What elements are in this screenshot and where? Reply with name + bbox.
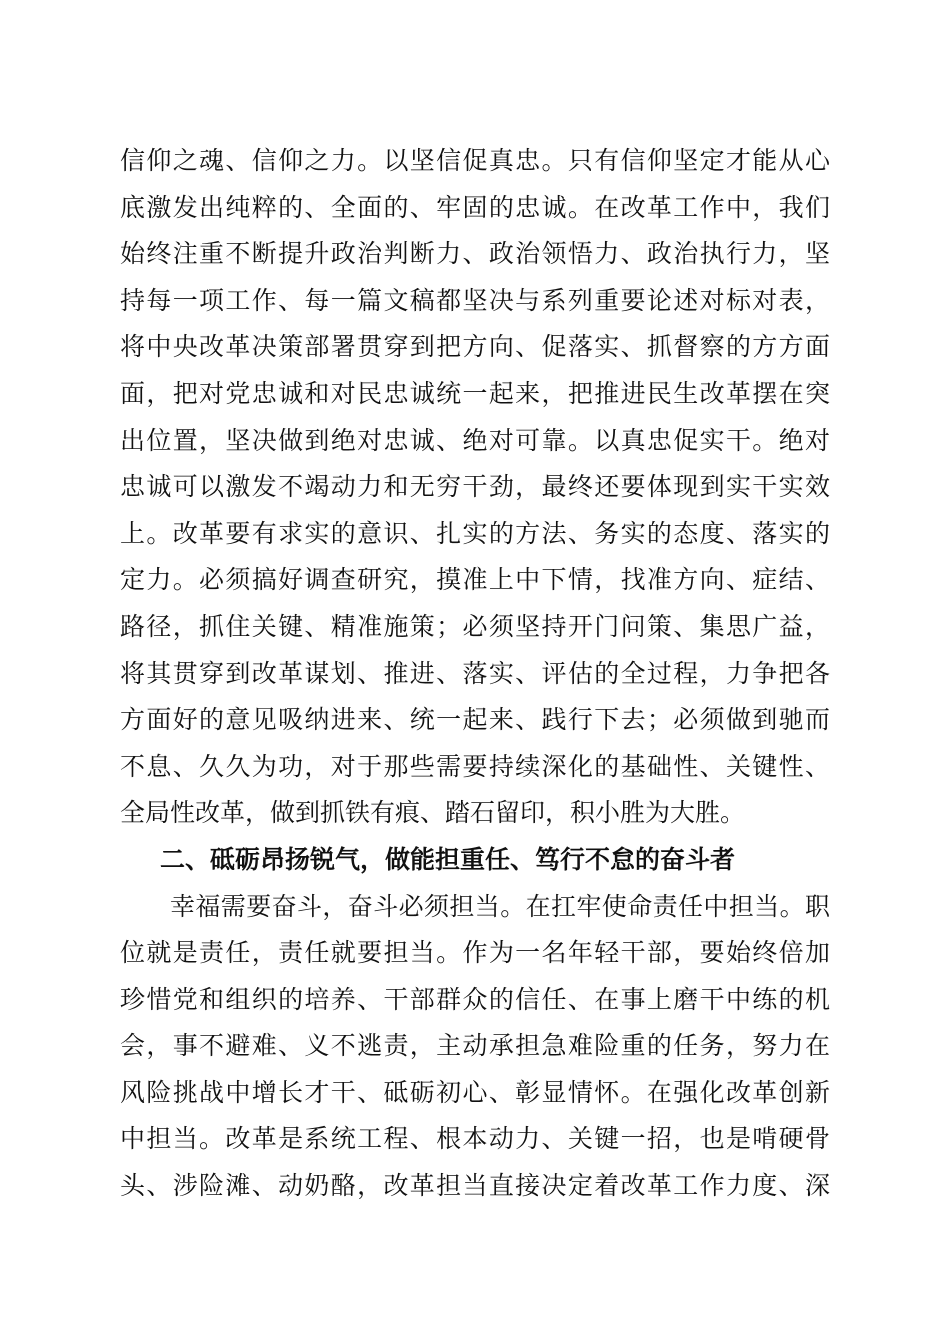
paragraph-line: 定力。必须搞好调查研究，摸准上中下情，找准方向、症结、	[120, 565, 830, 595]
paragraph-line: 出位置，坚决做到绝对忠诚、绝对可靠。以真忠促实干。绝对	[120, 425, 830, 455]
paragraph-line: 底激发出纯粹的、全面的、牢固的忠诚。在改革工作中，我们	[120, 192, 830, 222]
paragraph-line: 路径，抓住关键、精准施策；必须坚持开门问策、集思广益，	[120, 611, 830, 641]
paragraph-line: 始终注重不断提升政治判断力、政治领悟力、政治执行力，坚	[120, 239, 830, 269]
paragraph-line: 中担当。改革是系统工程、根本动力、关键一招，也是啃硬骨	[120, 1124, 830, 1154]
paragraph-line: 方面好的意见吸纳进来、统一起来、践行下去；必须做到驰而	[120, 705, 830, 735]
paragraph-line: 面，把对党忠诚和对民忠诚统一起来，把推进民生改革摆在突	[120, 378, 830, 408]
paragraph-line: 幸福需要奋斗，奋斗必须担当。在扛牢使命责任中担当。职	[170, 891, 830, 921]
paragraph-line: 位就是责任，责任就要担当。作为一名年轻干部，要始终倍加	[120, 938, 830, 968]
paragraph-line: 将其贯穿到改革谋划、推进、落实、评估的全过程，力争把各	[120, 658, 830, 688]
paragraph-2	[120, 884, 830, 1210]
paragraph-line: 全局性改革，做到抓铁有痕、踏石留印，积小胜为大胜。	[120, 798, 746, 828]
paragraph-line: 珍惜党和组织的培养、干部群众的信任、在事上磨干中练的机	[120, 984, 830, 1014]
paragraph-line: 信仰之魂、信仰之力。以坚信促真忠。只有信仰坚定才能从心	[120, 146, 830, 175]
paragraph-1	[120, 138, 830, 837]
paragraph-line: 风险挑战中增长才干、砥砺初心、彰显情怀。在强化改革创新	[120, 1077, 830, 1107]
section-heading: 二、砥砺昂扬锐气，做能担重任、笃行不怠的奋斗者	[160, 844, 736, 874]
paragraph-line: 不息、久久为功，对于那些需要持续深化的基础性、关键性、	[120, 751, 830, 781]
paragraph-line: 会，事不避难、义不逃责，主动承担急难险重的任务，努力在	[120, 1031, 830, 1061]
document-body	[120, 138, 830, 1210]
paragraph-line: 持每一项工作、每一篇文稿都坚决与系列重要论述对标对表，	[120, 285, 830, 315]
paragraph-line: 头、涉险滩、动奶酪，改革担当直接决定着改革工作力度、深	[120, 1171, 830, 1201]
paragraph-line: 忠诚可以激发不竭动力和无穷干劲，最终还要体现到实干实效	[120, 472, 830, 502]
paragraph-line: 将中央改革决策部署贯穿到把方向、促落实、抓督察的方方面	[120, 332, 830, 362]
paragraph-line: 上。改革要有求实的意识、扎实的方法、务实的态度、落实的	[120, 518, 830, 548]
